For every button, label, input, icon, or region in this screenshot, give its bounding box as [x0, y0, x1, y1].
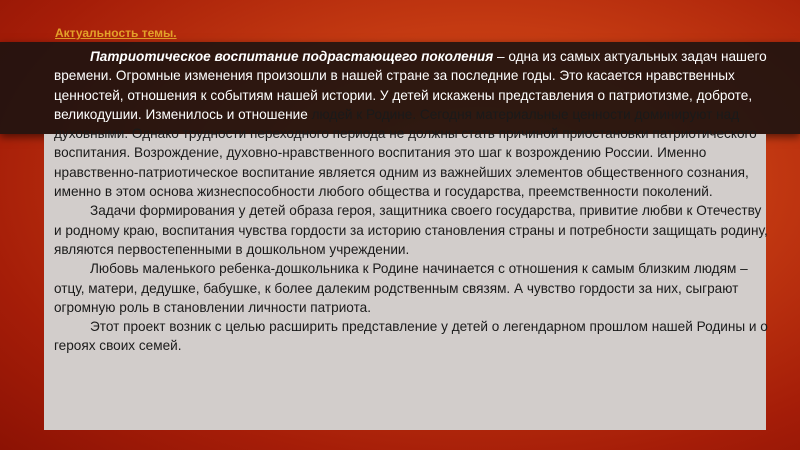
- intro-lead: Патриотическое воспитание подрастающего поколения: [90, 49, 494, 64]
- intro-text-light: людей к Родине. Сегодня материальные ценности доминируют над духовными. Однако трудности переходного периода не должны стать причиной приостановки патриотического воспитания. Возрождение, духовно-нравственного воспитания это шаг к возрождению России. Именно нравственно-патриотическое воспитание является одним из важнейших элементов общественного сознания, именно в этом основа жизнеспособности любого общества и государства, преемственности поколений.: [54, 106, 757, 200]
- paragraph-2: [54, 201, 772, 259]
- paragraph-4-text: Этот проект возник с целью расширить представление у детей о легендарном прошлом нашей Родины и о героях своих семей.: [54, 319, 768, 354]
- slide-body-text: [54, 47, 772, 356]
- intro-paragraph: [54, 47, 772, 201]
- paragraph-3: [54, 259, 772, 317]
- topic-title: Актуальность темы.: [55, 26, 177, 40]
- intro-text-dark: – одна из самых актуальных задач нашего времени. Огромные изменения произошли в нашей стране за последние годы. Это касается нравственных ценностей, отношения к событиям нашей истории. У детей искажены представления о патриотизме, доброте, великодушии. Изменилось и отношение: [54, 49, 767, 122]
- paragraph-2-text: Задачи формирования у детей образа героя, защитника своего государства, привитие любви к Отечеству и родному краю, воспитания чувства гордости за историю становления страны и потребности защищать родину, являются первостепенными в дошкольном учреждении.: [54, 203, 768, 257]
- paragraph-3-text: Любовь маленького ребенка-дошкольника к Родине начинается с отношения к самым близким людям – отцу, матери, дедушке, бабушке, к более далеким родственным связям. А чувство гордости за них, сыграют огромную роль в становлении личности патриота.: [54, 261, 748, 315]
- paragraph-4: [54, 317, 772, 356]
